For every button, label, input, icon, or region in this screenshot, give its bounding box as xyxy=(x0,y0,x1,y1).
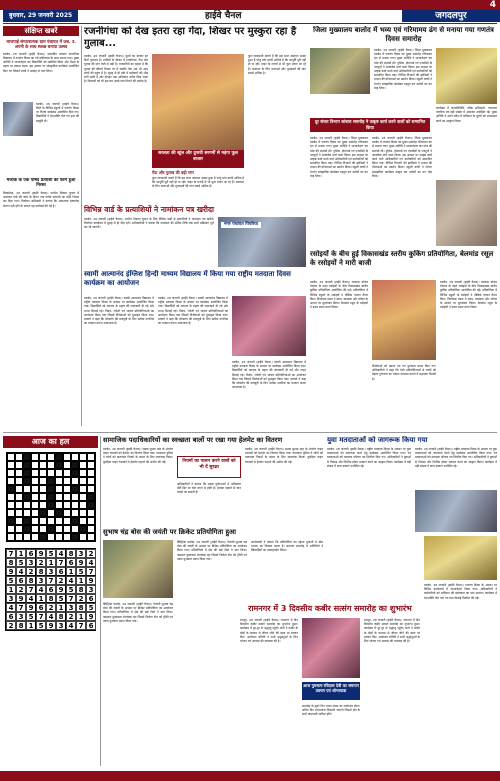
crossword-cell xyxy=(47,517,55,525)
crossword-cell xyxy=(63,469,71,477)
crossword-cell xyxy=(87,517,95,525)
crossword-cell xyxy=(63,453,71,461)
sudoku-cell: 8 xyxy=(66,549,76,558)
sudoku-cell: 1 xyxy=(26,621,36,630)
crossword-cell xyxy=(71,533,79,541)
sudoku-cell: 4 xyxy=(36,585,46,594)
brief-headline-2: मजाक के एक पार्षद प्रत्याशी का फॉर्म हुआ निरस्त xyxy=(6,177,76,189)
crossword-cell xyxy=(47,501,55,509)
sudoku-cell: 5 xyxy=(76,567,86,576)
satsang-body-3: रामपुर, 28 जनवरी (हाईवे चैनल)। रामनगर में तीन दिवसीय कबीर सत्संग समारोह का शुभारंभ हुआ। कार्यक्रम में दूर-दूर से श्रद्धालु पहुंचे। संतों ने कबीर के दोहों के माध्यम से जीवन जीने की कला पर प्रवचन दिए। आयोजन समिति ने सभी श्रद्धालुओं के लिए भोजन एवं आवास की व्यवस्था की है। xyxy=(364,618,420,644)
sudoku-cell: 1 xyxy=(66,567,76,576)
sudoku-cell: 9 xyxy=(16,594,26,603)
sudoku-cell: 4 xyxy=(66,621,76,630)
crossword-cell xyxy=(47,461,55,469)
crossword-cell xyxy=(15,517,23,525)
cricket-body-2: डिस्ट्रिक्ट बालोद, 28 जनवरी (हाईवे चैनल)। नेताजी सुभाष चंद्र बोस की जयंती के अवसर पर क्रिकेट प्रतियोगिता का आयोजन किया गया। प्रतियोगिता में क्षेत्र की कई टीमों ने भाग लिया। फाइनल मुकाबला रोमांचक रहा जिसमें विजेता टीम को ट्रॉफी एवं नकद पुरस्कार प्रदान किया गया। xyxy=(177,540,247,561)
crossword-cell xyxy=(55,453,63,461)
cooking-body-3: विजेताओं को प्रमाण पत्र एवं पुरस्कार प्रदान किए गए। अधिकारियों ने कहा कि ऐसी प्रतियोगिताओं से बच्चों को बेहतर गुणवत्ता का भोजन उपलब्ध कराने में सहायता मिलती है। xyxy=(372,364,436,381)
crossword-cell xyxy=(87,461,95,469)
sudoku-cell: 6 xyxy=(6,612,16,621)
crossword-cell xyxy=(31,525,39,533)
brief-news-column xyxy=(3,26,79,428)
crossword-cell xyxy=(7,453,15,461)
brief-body-1: बालोद, 28 जनवरी (हाईवे चैनल)। शासकीय उच्चतर माध्यमिक विद्यालय में गणतंत्र दिवस का पर्व हर्षोल्लास के साथ मनाया गया। मुख्य अतिथि ने ध्वजारोहण कर विद्यार्थियों को संबोधित किया और शिक्षा के महत्व पर प्रकाश डाला। इस अवसर पर सांस्कृतिक कार्यक्रम आयोजित किए गए जिसमें बच्चों ने उत्साह से भाग लिया। xyxy=(3,51,79,73)
cricket-headline: सुभाष चंद्र बोस की जयंती पर क्रिकेट प्रतियोगिता हुआ xyxy=(103,528,237,536)
sudoku-cell: 4 xyxy=(6,603,16,612)
sudoku-cell: 1 xyxy=(76,612,86,621)
crossword-cell xyxy=(23,501,31,509)
crossword-cell xyxy=(23,517,31,525)
crossword-cell xyxy=(63,533,71,541)
crossword-cell xyxy=(71,453,79,461)
crossword-cell xyxy=(31,501,39,509)
cooking-body-1: बालोद, 28 जनवरी (हाईवे चैनल)। मध्यान्ह भोजन योजना के तहत रसोइयों के बीच विकासखंड स्तरीय कुकिंग प्रतियोगिता आयोजित की गई। प्रतियोगिता में विभिन्न स्कूलों के रसोइयों ने पौष्टिक व्यंजन तैयार किए। निर्णायक मंडल ने स्वाद, स्वच्छता और पोषण के आधार पर मूल्यांकन किया। बेलमांड रसूल के रसोइयों ने प्रथम स्थान प्राप्त किया। xyxy=(310,280,368,310)
lead-body: बालोद, 28 जनवरी (हाईवे चैनल)। फूलों का बाजार इन दिनों गुलजार है। शादियों के सीजन में रजनीगंधा, गेंदा और गुलाब की मांग तेजी से बढ़ी है। व्यापारियों का कहना है कि गुलाब की कीमतें शिखर पर हैं जबकि गेंदा अब भी आम लोगों की पहुंच में है। सुबह से ही मंडी में खरीदारों की भीड़ लगी रहती है और दोपहर तक अधिकांश स्टॉक बिक जाता है। किसानों को भी इस बार अच्छे दाम मिलने की उम्मीद है। xyxy=(84,54,148,84)
crossword-cell xyxy=(39,461,47,469)
crossword-cell xyxy=(7,525,15,533)
right-column-photo xyxy=(424,536,497,580)
crossword-cell xyxy=(31,461,39,469)
column-divider xyxy=(81,26,82,426)
cricket-body-3: आयोजकों ने बताया कि प्रतियोगिता का उद्देश्य युवाओं में खेल भावना का विकास करना है। समापन समारोह में अतिथियों ने खिलाड़ियों का उत्साहवर्धन किया। xyxy=(251,540,323,553)
crossword-cell xyxy=(15,533,23,541)
crossword-cell xyxy=(31,477,39,485)
sudoku-cell: 5 xyxy=(46,549,56,558)
crossword-cell xyxy=(71,469,79,477)
sudoku-cell: 6 xyxy=(56,567,66,576)
sudoku-cell: 1 xyxy=(76,576,86,585)
sudoku-cell: 4 xyxy=(46,612,56,621)
nomination-headline: विभिन्न वार्ड के प्रत्याशियों ने नामांकन पत्र खरीदा xyxy=(84,205,214,214)
crossword-cell xyxy=(87,485,95,493)
sudoku-cell: 2 xyxy=(26,567,36,576)
puzzle-box xyxy=(3,436,98,766)
crossword-cell xyxy=(7,509,15,517)
crossword-cell xyxy=(55,477,63,485)
sudoku-cell: 9 xyxy=(36,549,46,558)
section-rule xyxy=(3,432,497,433)
crossword-cell xyxy=(47,533,55,541)
sudoku-cell: 2 xyxy=(66,612,76,621)
crossword-cell xyxy=(15,509,23,517)
crossword-cell xyxy=(23,453,31,461)
parade-photo-2 xyxy=(436,48,497,104)
school-event-photo xyxy=(232,296,306,356)
crossword-cell xyxy=(23,485,31,493)
sudoku-cell: 4 xyxy=(86,558,96,567)
person-photo xyxy=(3,102,33,136)
sudoku-cell: 6 xyxy=(26,549,36,558)
helmet-body-2: अधिकारियों ने बताया कि सड़क दुर्घटनाओं में अधिकतर मौतें सिर पर चोट लगने से होती हैं। हेलमेट पहनने से जान बचाई जा सकती है। xyxy=(177,482,241,495)
sudoku-cell: 2 xyxy=(16,585,26,594)
crossword-cell xyxy=(31,533,39,541)
brief-body-3: बालोद, 28 जनवरी (हाईवे चैनल)। जिले के विभिन्न स्कूलों में गणतंत्र दिवस पर विशेष कार्यक्रम आयोजित किए गए। विद्यार्थियों ने देशभक्ति गीत एवं नृत्य की प्रस्तुति दी। xyxy=(36,101,79,123)
district-body-1: बालोद, 28 जनवरी (हाईवे चैनल)। जिला मुख्यालय बालोद में गणतंत्र दिवस का मुख्य समारोह गरिमामय ढंग से मनाया गया। मुख्य अतिथि ने ध्वजारोहण कर परेड की सलामी ली। पुलिस, होमगार्ड एवं एनसीसी के प्लाटूनों ने आकर्षक मार्च पास्ट किया। इस अवसर पर उत्कृष्ट कार्य करने वाले अधिकारियों एवं कर्मचारियों को सम्मानित किया गया। विभिन्न विभागों की झांकियों ने शासन की योजनाओं का प्रदर्शन किया। स्कूली बच्चों ने रंगारंग सांस्कृतिक कार्यक्रम प्रस्तुत कर दर्शकों का मन मोह लिया। xyxy=(374,48,432,90)
crossword-cell xyxy=(7,517,15,525)
crossword-cell xyxy=(79,525,87,533)
sudoku-cell: 5 xyxy=(6,576,16,585)
crossword-cell xyxy=(87,469,95,477)
cricket-photo xyxy=(103,540,173,598)
crossword-cell xyxy=(39,469,47,477)
crossword-cell xyxy=(39,533,47,541)
sudoku-cell: 2 xyxy=(6,621,16,630)
crossword-cell xyxy=(31,493,39,501)
crossword-cell xyxy=(79,485,87,493)
footer-bar xyxy=(0,771,500,781)
crossword-cell xyxy=(7,461,15,469)
lead-headline: रजनीगंधा को देख इतरा रहा गेंदा, शिखर पर मुस्कुरा रहा है गुलाब... xyxy=(84,26,297,49)
sudoku-cell: 7 xyxy=(66,594,76,603)
honour-photo xyxy=(436,180,497,246)
lead-story xyxy=(84,26,306,202)
sudoku-cell: 3 xyxy=(36,576,46,585)
sudoku-cell: 8 xyxy=(76,585,86,594)
crossword-cell xyxy=(23,509,31,517)
cricket-body-1: डिस्ट्रिक्ट बालोद, 28 जनवरी (हाईवे चैनल)। नेताजी सुभाष चंद्र बोस की जयंती के अवसर पर क्रिकेट प्रतियोगिता का आयोजन किया गया। प्रतियोगिता में क्षेत्र की कई टीमों ने भाग लिया। फाइनल मुकाबला रोमांचक रहा जिसमें विजेता टीम को ट्रॉफी एवं नकद पुरस्कार प्रदान किया गया। xyxy=(103,602,173,623)
school-body-2: बालोद, 28 जनवरी (हाईवे चैनल)। स्वामी आत्मानंद विद्यालय में राष्ट्रीय मतदाता दिवस के अवसर पर कार्यक्रम आयोजित किया गया। विद्यार्थियों को मतदान के महत्व की जानकारी दी गई और शपथ दिलाई गई। निबंध, रंगोली एवं भाषण प्रतियोगिताओं का आयोजन किया गया जिसमें विजेताओं को पुरस्कृत किया गया। प्राचार्य ने कहा कि लोकतंत्र की मजबूती के लिए प्रत्येक नागरिक का मतदान करना आवश्यक है। xyxy=(158,296,228,326)
cooking-story xyxy=(310,250,497,430)
crossword-cell xyxy=(79,517,87,525)
crossword-cell xyxy=(71,477,79,485)
crossword-cell xyxy=(7,477,15,485)
masthead xyxy=(0,10,500,22)
sudoku-cell: 4 xyxy=(26,594,36,603)
crossword-cell xyxy=(63,517,71,525)
sudoku-cell: 3 xyxy=(66,603,76,612)
puzzle-title: आज का हल xyxy=(3,436,98,448)
right-column-body: बालोद, 28 जनवरी (हाईवे चैनल)। गणतंत्र दिवस के अवसर पर विभिन्न कार्यालयों में ध्वजारोहण किया गया। अधिकारियों ने कर्मचारियों को संविधान की प्रस्तावना का पाठ कराया। कार्यक्रम में देशभक्ति गीत गाए गए तथा मिठाई वितरित की गई। xyxy=(424,583,497,600)
sudoku-cell: 4 xyxy=(66,576,76,585)
sudoku-cell: 7 xyxy=(76,621,86,630)
brief-body-2: बिलाईगढ़, 28 जनवरी (हाईवे चैनल)। नगरीय निकाय चुनाव में नामांकन पत्रों की जांच के दौरान एक पार्षद प्रत्याशी का फॉर्म निरस्त कर दिया गया। निर्वाचन अधिकारी ने बताया कि आवश्यक दस्तावेज संलग्न नहीं होने के कारण यह कार्रवाई की गई है। xyxy=(3,191,79,208)
school-body-3: बालोद, 28 जनवरी (हाईवे चैनल)। स्वामी आत्मानंद विद्यालय में राष्ट्रीय मतदाता दिवस के अवसर पर कार्यक्रम आयोजित किया गया। विद्यार्थियों को मतदान के महत्व की जानकारी दी गई और शपथ दिलाई गई। निबंध, रंगोली एवं भाषण प्रतियोगिताओं का आयोजन किया गया जिसमें विजेताओं को पुरस्कृत किया गया। प्राचार्य ने कहा कि लोकतंत्र की मजबूती के लिए प्रत्येक नागरिक का मतदान करना आवश्यक है। xyxy=(232,360,306,390)
crossword-cell xyxy=(55,525,63,533)
crossword-cell xyxy=(79,461,87,469)
lead-continued: फूल व्यवसायी बताते हैं कि इस साल उत्पादन अच्छा हुआ है परंतु मांग इतनी अधिक है कि आपूर्ति पूरी नहीं हो पा रही। बाहर के राज्यों से भी फूल मंगाए जा रहे हैं। सजावट के लिए मालाओं और गुलदस्तों की मांग सबसे अधिक है। xyxy=(152,176,244,189)
youth-photo xyxy=(415,490,497,532)
crossword-cell xyxy=(31,485,39,493)
crossword-cell xyxy=(79,509,87,517)
district-headline: जिला मुख्यालय बालोद में भव्य एवं गरिमामय ढंग से मनाया गया गणतंत्र दिवस समारोह xyxy=(313,26,494,43)
sudoku-cell: 3 xyxy=(16,612,26,621)
sudoku-cell: 6 xyxy=(16,576,26,585)
sudoku-cell: 2 xyxy=(46,603,56,612)
youth-story xyxy=(327,436,497,532)
sudoku-cell: 3 xyxy=(56,621,66,630)
crossword-cell xyxy=(63,509,71,517)
sudoku-cell: 6 xyxy=(66,558,76,567)
crossword-cell xyxy=(79,501,87,509)
crossword-cell xyxy=(7,485,15,493)
helmet-callout: नियमों का पालन करने वालों को भी दें सुरक्षा xyxy=(177,456,241,478)
lead-subhead: गेंदा और गुलाब की बढ़ी मांग xyxy=(152,170,194,175)
crossword-cell xyxy=(7,533,15,541)
crossword-cell xyxy=(79,533,87,541)
sudoku-cell: 5 xyxy=(16,558,26,567)
school-body-1: बालोद, 28 जनवरी (हाईवे चैनल)। स्वामी आत्मानंद विद्यालय में राष्ट्रीय मतदाता दिवस के अवसर पर कार्यक्रम आयोजित किया गया। विद्यार्थियों को मतदान के महत्व की जानकारी दी गई और शपथ दिलाई गई। निबंध, रंगोली एवं भाषण प्रतियोगिताओं का आयोजन किया गया जिसमें विजेताओं को पुरस्कृत किया गया। प्राचार्य ने कहा कि लोकतंत्र की मजबूती के लिए प्रत्येक नागरिक का मतदान करना आवश्यक है। xyxy=(84,296,154,326)
helmet-body-3: बालोद, 28 जनवरी (हाईवे चैनल)। सड़क सुरक्षा माह के अंतर्गत वाहन चालकों को हेलमेट का वितरण किया गया। यातायात पुलिस ने लोगों को यातायात नियमों के पालन के लिए जागरूक किया। दुपहिया वाहन चालकों से हेलमेट पहनने की अपील की गई। xyxy=(245,447,323,464)
crossword-cell xyxy=(31,469,39,477)
crossword-cell xyxy=(7,493,15,501)
crossword-cell xyxy=(31,453,39,461)
crossword-cell xyxy=(15,469,23,477)
sudoku-cell: 6 xyxy=(86,621,96,630)
crossword-cell xyxy=(87,477,95,485)
newspaper-name: हाईवे चैनल xyxy=(205,11,242,21)
page-number: 4 xyxy=(489,0,496,10)
crossword-cell xyxy=(71,493,79,501)
sudoku-cell: 7 xyxy=(36,612,46,621)
sudoku-cell: 2 xyxy=(76,594,86,603)
crossword-cell xyxy=(7,501,15,509)
crossword-cell xyxy=(31,517,39,525)
sudoku-cell: 6 xyxy=(86,594,96,603)
crossword-cell xyxy=(39,509,47,517)
sudoku-cell: 3 xyxy=(26,558,36,567)
crossword-cell xyxy=(15,485,23,493)
crossword-cell xyxy=(47,485,55,493)
crossword-cell xyxy=(79,469,87,477)
crossword-cell xyxy=(39,501,47,509)
crossword-cell xyxy=(15,525,23,533)
edition-name: जगदलपुर xyxy=(402,10,500,22)
helmet-headline: सामाजिक पदाधिकारियों का स्वच्छता बालों पर रखा गया हेलमेट का वितरण xyxy=(103,436,283,444)
sudoku-cell: 9 xyxy=(56,585,66,594)
lead-callout: सरलता की खूंज और दुनावी सरगर्मी से महंगा फूल बाजार xyxy=(152,150,244,168)
crossword-cell xyxy=(15,461,23,469)
sudoku-cell: 5 xyxy=(26,612,36,621)
crossword-cell xyxy=(31,509,39,517)
helmet-body-1: बालोद, 28 जनवरी (हाईवे चैनल)। सड़क सुरक्षा माह के अंतर्गत वाहन चालकों को हेलमेट का वितरण किया गया। यातायात पुलिस ने लोगों को यातायात नियमों के पालन के लिए जागरूक किया। दुपहिया वाहन चालकों से हेलमेट पहनने की अपील की गई। xyxy=(103,447,173,464)
crossword-cell xyxy=(63,461,71,469)
satsang-photo xyxy=(302,618,360,678)
satsang-body-1: रामपुर, 28 जनवरी (हाईवे चैनल)। रामनगर में तीन दिवसीय कबीर सत्संग समारोह का शुभारंभ हुआ। कार्यक्रम में दूर-दूर से श्रद्धालु पहुंचे। संतों ने कबीर के दोहों के माध्यम से जीवन जीने की कला पर प्रवचन दिए। आयोजन समिति ने सभी श्रद्धालुओं के लिए भोजन एवं आवास की व्यवस्था की है। xyxy=(240,618,298,644)
district-body-2: कार्यक्रम में जनप्रतिनिधि, वरिष्ठ अधिकारी, गणमान्य नागरिक एवं बड़ी संख्या में आमजन उपस्थित रहे। मुख्य अतिथि ने अपने संदेश में संविधान के मूल्यों को आत्मसात करने का आह्वान किया। xyxy=(436,106,497,123)
sudoku-cell: 8 xyxy=(36,567,46,576)
crossword-cell xyxy=(71,485,79,493)
sudoku-cell: 1 xyxy=(6,585,16,594)
crossword-cell xyxy=(7,469,15,477)
crossword-cell xyxy=(55,469,63,477)
sudoku-cell: 5 xyxy=(66,585,76,594)
cooking-body-2: बालोद, 28 जनवरी (हाईवे चैनल)। मध्यान्ह भोजन योजना के तहत रसोइयों के बीच विकासखंड स्तरीय कुकिंग प्रतियोगिता आयोजित की गई। प्रतियोगिता में विभिन्न स्कूलों के रसोइयों ने पौष्टिक व्यंजन तैयार किए। निर्णायक मंडल ने स्वाद, स्वच्छता और पोषण के आधार पर मूल्यांकन किया। बेलमांड रसूल के रसोइयों ने प्रथम स्थान प्राप्त किया। xyxy=(440,280,497,310)
sudoku-cell: 8 xyxy=(26,576,36,585)
crossword-grid xyxy=(6,452,96,542)
crossword-cell xyxy=(55,461,63,469)
crossword-cell xyxy=(39,493,47,501)
sudoku-cell: 1 xyxy=(36,594,46,603)
crossword-cell xyxy=(63,485,71,493)
sudoku-cell: 5 xyxy=(56,594,66,603)
crossword-cell xyxy=(39,485,47,493)
district-callout: दूर संचार विभाग सांबारा समारोह ने उत्कृष्ट कार्य करने वालों को सम्मानित किया xyxy=(310,118,430,132)
crossword-cell xyxy=(23,469,31,477)
crossword-cell xyxy=(47,453,55,461)
sudoku-cell: 2 xyxy=(86,549,96,558)
issue-date: बुधवार, 29 जनवरी 2025 xyxy=(3,10,78,22)
sudoku-cell: 5 xyxy=(36,621,46,630)
crossword-cell xyxy=(71,509,79,517)
sudoku-cell: 4 xyxy=(56,549,66,558)
crossword-cell xyxy=(79,477,87,485)
sudoku-cell: 3 xyxy=(76,549,86,558)
youth-body-2: बालोद, 28 जनवरी (हाईवे चैनल)। राष्ट्रीय मतदाता दिवस के अवसर पर युवा मतदाताओं को जागरूक करने हेतु कार्यक्रम आयोजित किया गया। नव मतदाताओं को मतदाता परिचय पत्र वितरित किए गए। अधिकारियों ने युवाओं से निष्पक्ष और निर्भीक होकर मतदान करने का आह्वान किया। कार्यक्रम में बड़ी संख्या में छात्र-छात्राएं उपस्थित रहे। xyxy=(415,447,497,468)
nomination-body: बालोद, 28 जनवरी (हाईवे चैनल)। नगरीय निकाय चुनाव के लिए विभिन्न वार्डों से प्रत्याशियों ने नामांकन पत्र खरीदे। निर्वाचन कार्यालय में सुबह से ही भीड़ रही। अधिकारियों ने बताया कि नामांकन की अंतिम तिथि तक सभी प्रक्रियाएं पूर्ण कर ली जाएंगी। xyxy=(84,217,214,230)
crossword-cell xyxy=(47,477,55,485)
sudoku-cell: 8 xyxy=(56,612,66,621)
sudoku-cell: 5 xyxy=(86,603,96,612)
crossword-cell xyxy=(79,453,87,461)
right-column-story xyxy=(424,536,497,766)
sudoku-cell: 6 xyxy=(46,585,56,594)
flower-market-photo xyxy=(152,54,244,150)
lead-side-column: फूल व्यवसायी बताते हैं कि इस साल उत्पादन अच्छा हुआ है परंतु मांग इतनी अधिक है कि आपूर्ति पूरी नहीं हो पा रही। बाहर के राज्यों से भी फूल मंगाए जा रहे हैं। सजावट के लिए मालाओं और गुलदस्तों की मांग सबसे अधिक है। xyxy=(248,54,306,75)
crossword-cell xyxy=(63,477,71,485)
crossword-cell xyxy=(87,533,95,541)
sudoku-cell: 7 xyxy=(86,567,96,576)
crossword-cell xyxy=(39,525,47,533)
crossword-cell xyxy=(55,501,63,509)
sudoku-cell: 7 xyxy=(56,558,66,567)
crossword-cell xyxy=(87,509,95,517)
municipal-office-photo xyxy=(218,217,306,267)
crossword-cell xyxy=(23,533,31,541)
column-divider xyxy=(100,436,101,766)
crossword-cell xyxy=(39,453,47,461)
youth-headline: युवा मतदाताओं को जागरूक किया गया xyxy=(327,436,428,444)
sudoku-cell: 7 xyxy=(6,549,16,558)
sudoku-cell: 8 xyxy=(76,603,86,612)
sudoku-cell: 7 xyxy=(26,585,36,594)
crossword-cell xyxy=(15,501,23,509)
sudoku-cell: 9 xyxy=(26,603,36,612)
crossword-cell xyxy=(47,525,55,533)
crossword-cell xyxy=(71,517,79,525)
crossword-cell xyxy=(23,525,31,533)
sudoku-cell: 1 xyxy=(16,549,26,558)
sudoku-cell: 3 xyxy=(46,567,56,576)
crossword-cell xyxy=(63,525,71,533)
parade-photo-1 xyxy=(310,48,370,94)
crossword-cell xyxy=(39,477,47,485)
sudoku-cell: 8 xyxy=(6,558,16,567)
district-body-4: बालोद, 28 जनवरी (हाईवे चैनल)। जिला मुख्यालय बालोद में गणतंत्र दिवस का मुख्य समारोह गरिमामय ढंग से मनाया गया। मुख्य अतिथि ने ध्वजारोहण कर परेड की सलामी ली। पुलिस, होमगार्ड एवं एनसीसी के प्लाटूनों ने आकर्षक मार्च पास्ट किया। इस अवसर पर उत्कृष्ट कार्य करने वाले अधिकारियों एवं कर्मचारियों को सम्मानित किया गया। विभिन्न विभागों की झांकियों ने शासन की योजनाओं का प्रदर्शन किया। स्कूली बच्चों ने रंगारंग सांस्कृतिक कार्यक्रम प्रस्तुत कर दर्शकों का मन मोह लिया। xyxy=(372,136,432,178)
crossword-cell xyxy=(55,533,63,541)
sudoku-cell: 7 xyxy=(46,576,56,585)
sudoku-cell: 1 xyxy=(56,603,66,612)
crossword-cell xyxy=(55,509,63,517)
crossword-cell xyxy=(71,525,79,533)
crossword-cell xyxy=(63,501,71,509)
crossword-cell xyxy=(71,461,79,469)
photo-sign-text: नगर पंचायत पिपरिया xyxy=(221,222,261,228)
sudoku-cell: 2 xyxy=(36,558,46,567)
sudoku-cell: 6 xyxy=(36,603,46,612)
satsang-callout: आज गुरुसत्य रविदास देवी का समापन प्रवचन एवं शोभायात्रा xyxy=(302,682,360,700)
crossword-cell xyxy=(63,493,71,501)
sudoku-cell: 9 xyxy=(6,567,16,576)
cooking-photo-1 xyxy=(372,280,436,360)
youth-body-1: बालोद, 28 जनवरी (हाईवे चैनल)। राष्ट्रीय मतदाता दिवस के अवसर पर युवा मतदाताओं को जागरूक करने हेतु कार्यक्रम आयोजित किया गया। नव मतदाताओं को मतदाता परिचय पत्र वितरित किए गए। अधिकारियों ने युवाओं से निष्पक्ष और निर्भीक होकर मतदान करने का आह्वान किया। कार्यक्रम में बड़ी संख्या में छात्र-छात्राएं उपस्थित रहे। xyxy=(327,447,411,468)
crossword-cell xyxy=(15,477,23,485)
crossword-cell xyxy=(55,517,63,525)
crossword-cell xyxy=(55,493,63,501)
crossword-cell xyxy=(39,517,47,525)
crossword-cell xyxy=(87,501,95,509)
crossword-cell xyxy=(47,509,55,517)
cooking-headline: रसोइयों के बीच हुई विकासखंड स्तरीय कुकिंग प्रतियोगिता, बेलमांड रसूल के रसोइयों ने मारी बाजी xyxy=(310,250,497,268)
sudoku-cell: 1 xyxy=(46,558,56,567)
sudoku-cell: 4 xyxy=(16,567,26,576)
crossword-cell xyxy=(15,453,23,461)
sudoku-cell: 2 xyxy=(56,576,66,585)
brief-headline-1: भाजपाई संगठनात्मक ग्राम पंचायत में जब. उ. अपनी के साथ स्वच्छ बनाया उत्सव xyxy=(6,39,76,50)
sudoku-grid xyxy=(5,548,96,631)
helmet-story xyxy=(103,436,323,526)
sudoku-cell: 8 xyxy=(46,594,56,603)
crossword-cell xyxy=(47,493,55,501)
school-story xyxy=(84,270,306,422)
crossword-cell xyxy=(15,493,23,501)
crossword-cell xyxy=(79,493,87,501)
satsang-story xyxy=(240,604,420,766)
crossword-cell xyxy=(87,525,95,533)
satsang-headline: रामनगर में 3 दिवसीय कबीर सत्संग समारोह का शुभारंभ xyxy=(248,604,412,613)
crossword-cell xyxy=(47,469,55,477)
school-headline: स्वामी आत्मानंद इंग्लिश हिन्दी माध्यम विद्यालय में किया गया राष्ट्रीय मतदाता दिवस कार्यक्रम का आयोजन xyxy=(84,270,291,287)
sudoku-cell: 8 xyxy=(16,621,26,630)
satsang-body-2: समारोह के दूसरे दिन भजन संध्या का आयोजन होगा। अंतिम दिन शोभायात्रा निकाली जाएगी जिसमें क्षेत्र के सभी ग्रामवासी शामिल होंगे। xyxy=(302,704,360,717)
sudoku-cell: 3 xyxy=(86,585,96,594)
brief-news-header: संक्षिप्त खबरें xyxy=(3,26,79,36)
sudoku-cell: 7 xyxy=(16,603,26,612)
top-bar xyxy=(0,0,500,10)
crossword-cell xyxy=(87,493,95,501)
sudoku-cell: 9 xyxy=(86,612,96,621)
sudoku-cell: 9 xyxy=(46,621,56,630)
sudoku-cell: 9 xyxy=(76,558,86,567)
crossword-cell xyxy=(23,493,31,501)
crossword-cell xyxy=(23,461,31,469)
crossword-cell xyxy=(71,501,79,509)
district-body-3: बालोद, 28 जनवरी (हाईवे चैनल)। जिला मुख्यालय बालोद में गणतंत्र दिवस का मुख्य समारोह गरिमामय ढंग से मनाया गया। मुख्य अतिथि ने ध्वजारोहण कर परेड की सलामी ली। पुलिस, होमगार्ड एवं एनसीसी के प्लाटूनों ने आकर्षक मार्च पास्ट किया। इस अवसर पर उत्कृष्ट कार्य करने वाले अधिकारियों एवं कर्मचारियों को सम्मानित किया गया। विभिन्न विभागों की झांकियों ने शासन की योजनाओं का प्रदर्शन किया। स्कूली बच्चों ने रंगारंग सांस्कृतिक कार्यक्रम प्रस्तुत कर दर्शकों का मन मोह लिया। xyxy=(310,136,368,178)
masthead-rule xyxy=(3,23,497,24)
crossword-cell xyxy=(87,453,95,461)
sudoku-cell: 9 xyxy=(86,576,96,585)
crossword-cell xyxy=(55,485,63,493)
crossword-cell xyxy=(23,477,31,485)
sudoku-cell: 3 xyxy=(6,594,16,603)
